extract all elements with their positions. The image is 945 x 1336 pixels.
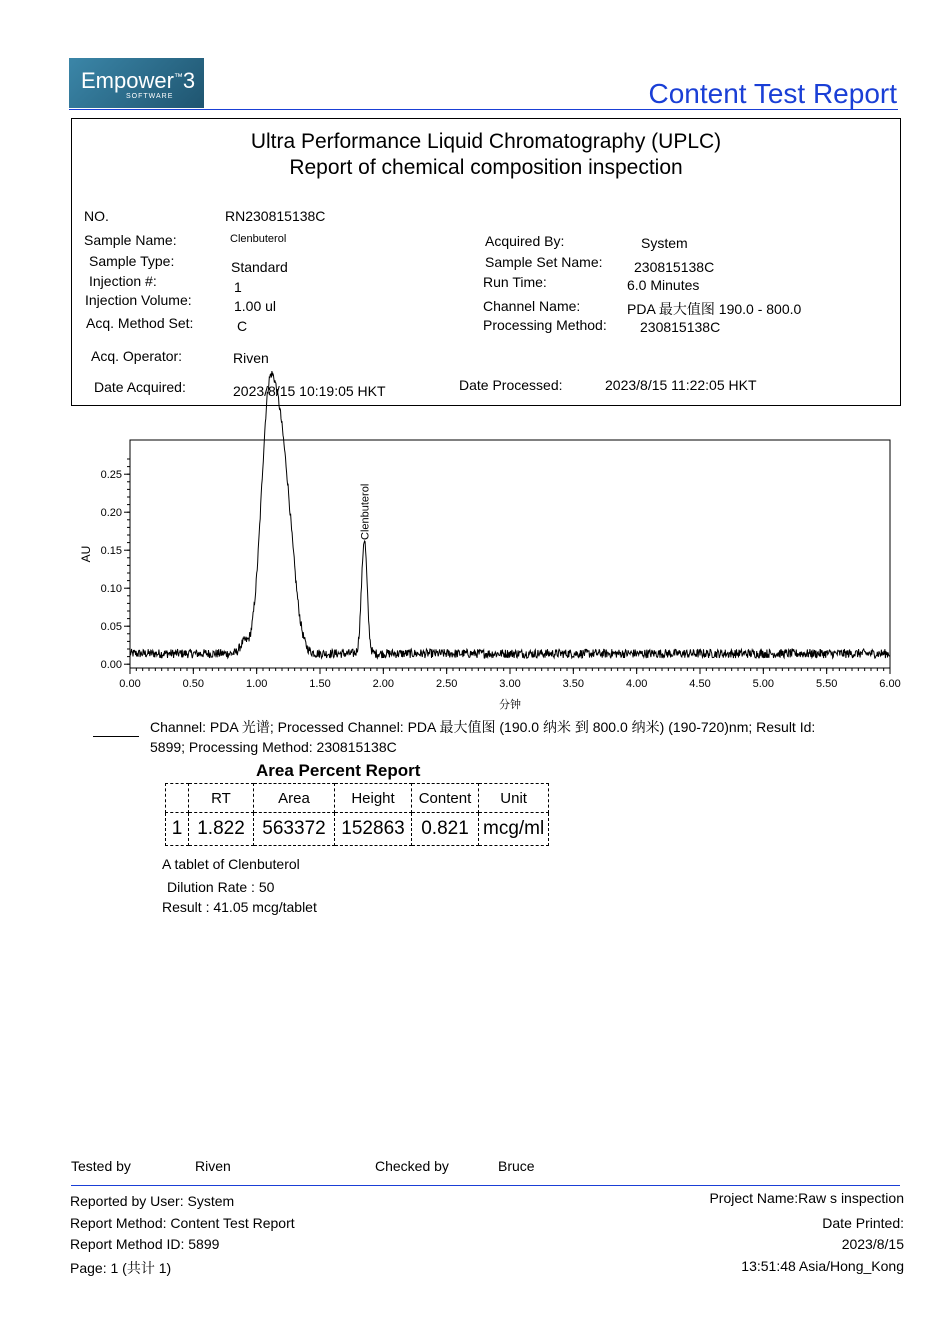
- header-index: [166, 784, 189, 813]
- sample-type-value: Standard: [231, 259, 288, 275]
- x-tick-label: 2.50: [435, 678, 458, 690]
- checked-by-label: Checked by: [375, 1158, 449, 1174]
- footer-divider: [71, 1185, 900, 1186]
- cell-content: 0.821: [412, 813, 479, 846]
- date-processed-label: Date Processed:: [459, 377, 563, 393]
- cell-index: 1: [166, 813, 189, 846]
- acq-operator-label: Acq. Operator:: [91, 348, 183, 364]
- acq-method-value: C: [237, 318, 248, 334]
- header-unit: Unit: [479, 784, 549, 813]
- plot-frame: [130, 440, 890, 668]
- injection-volume-value: 1.00 ul: [234, 298, 277, 314]
- x-tick-label: 3.00: [499, 678, 521, 690]
- note-result: Result : 41.05 mcg/tablet: [162, 899, 317, 915]
- channel-description-line2: 5899; Processing Method: 230815138C: [150, 739, 397, 755]
- tested-by-label: Tested by: [71, 1158, 131, 1174]
- date-acquired-value: 2023/8/15 10:19:05 HKT: [233, 383, 386, 399]
- x-tick-label: 0.00: [119, 678, 141, 690]
- injection-value: 1: [234, 279, 242, 295]
- acq-operator-value: Riven: [233, 350, 269, 366]
- x-tick-label: 5.50: [815, 678, 838, 690]
- logo-subtext: SOFTWARE: [126, 93, 174, 100]
- cell-height: 152863: [335, 813, 412, 846]
- date-acquired-label: Date Acquired:: [94, 379, 186, 395]
- sample-set-value: 230815138C: [634, 259, 715, 275]
- no-label: NO.: [84, 208, 109, 224]
- channel-name-value: PDA 最大值图 190.0 - 800.0: [627, 301, 802, 317]
- sample-name-label: Sample Name:: [84, 232, 177, 248]
- injection-volume-label: Injection Volume:: [85, 292, 192, 308]
- report-heading-line2: Report of chemical composition inspection: [289, 156, 683, 179]
- no-value: RN230815138C: [225, 208, 326, 224]
- x-axis-label: 分钟: [499, 698, 521, 711]
- checked-by-value: Bruce: [498, 1158, 535, 1174]
- x-tick-label: 1.00: [245, 678, 268, 690]
- y-tick-label: 0.25: [100, 469, 122, 482]
- acquired-by-value: System: [641, 235, 688, 251]
- y-tick-label: 0.00: [100, 659, 122, 672]
- reported-by: Reported by User: System: [70, 1193, 235, 1209]
- injection-label: Injection #:: [89, 273, 157, 289]
- cell-unit: mcg/ml: [479, 813, 549, 846]
- header-area: Area: [254, 784, 335, 813]
- peak-label-clenbuterol: Clenbuterol: [359, 483, 372, 540]
- report-method: Report Method: Content Test Report: [70, 1215, 295, 1231]
- y-tick-label: 0.15: [100, 545, 122, 558]
- x-tick-label: 4.50: [689, 678, 711, 690]
- sample-name-value: Clenbuterol: [230, 233, 287, 245]
- channel-description-line1: Channel: PDA 光谱; Processed Channel: PDA 最大值图 (190.0 纳米 到 800.0 纳米) (190-720)nm; Result Id:: [150, 719, 816, 735]
- channel-name-label: Channel Name:: [483, 298, 581, 314]
- page-number: Page: 1 (共计 1): [70, 1260, 172, 1276]
- date-processed-value: 2023/8/15 11:22:05 HKT: [605, 377, 757, 393]
- chromatogram-trace: [130, 371, 890, 658]
- processing-method-value: 230815138C: [640, 319, 721, 335]
- channel-legend-line: [93, 736, 139, 737]
- x-tick-label: 2.00: [372, 678, 395, 690]
- note-dilution: Dilution Rate : 50: [167, 879, 275, 895]
- x-tick-label: 3.50: [562, 678, 585, 690]
- acquired-by-label: Acquired By:: [485, 233, 565, 249]
- run-time-value: 6.0 Minutes: [627, 277, 700, 293]
- header-content: Content: [412, 784, 479, 813]
- x-tick-label: 4.00: [625, 678, 648, 690]
- date-printed-date: 2023/8/15: [841, 1236, 904, 1252]
- area-percent-table: [165, 783, 549, 846]
- sample-set-label: Sample Set Name:: [485, 254, 603, 270]
- x-tick-label: 1.50: [309, 678, 331, 690]
- y-axis-label: AU: [79, 545, 93, 563]
- table-row: [166, 813, 549, 846]
- report-method-id: Report Method ID: 5899: [70, 1236, 220, 1252]
- y-tick-label: 0.05: [100, 621, 122, 634]
- y-tick-label: 0.20: [100, 507, 122, 520]
- project-name: Project Name:Raw s inspection: [709, 1190, 904, 1206]
- logo-text: Empower™3: [81, 68, 196, 93]
- x-tick-label: 5.00: [752, 678, 775, 690]
- date-printed-label: Date Printed:: [822, 1215, 904, 1231]
- processing-method-label: Processing Method:: [483, 317, 607, 333]
- x-tick-label: 0.50: [182, 678, 205, 690]
- header-height: Height: [335, 784, 412, 813]
- tested-by-value: Riven: [195, 1158, 231, 1174]
- acq-method-label: Acq. Method Set:: [86, 315, 194, 331]
- note-tablet: A tablet of Clenbuterol: [162, 856, 300, 872]
- table-header-row: [166, 784, 549, 813]
- report-title: Content Test Report: [648, 78, 897, 109]
- header-rt: RT: [189, 784, 254, 813]
- report-heading-line1: Ultra Performance Liquid Chromatography (UPLC): [250, 130, 722, 153]
- sample-type-label: Sample Type:: [89, 253, 175, 269]
- y-tick-label: 0.10: [100, 583, 122, 596]
- cell-area: 563372: [254, 813, 335, 846]
- date-printed-time: 13:51:48 Asia/Hong_Kong: [741, 1258, 904, 1274]
- cell-rt: 1.822: [189, 813, 254, 846]
- x-tick-label: 6.00: [879, 678, 901, 690]
- area-report-title: Area Percent Report: [256, 761, 421, 780]
- run-time-label: Run Time:: [483, 274, 547, 290]
